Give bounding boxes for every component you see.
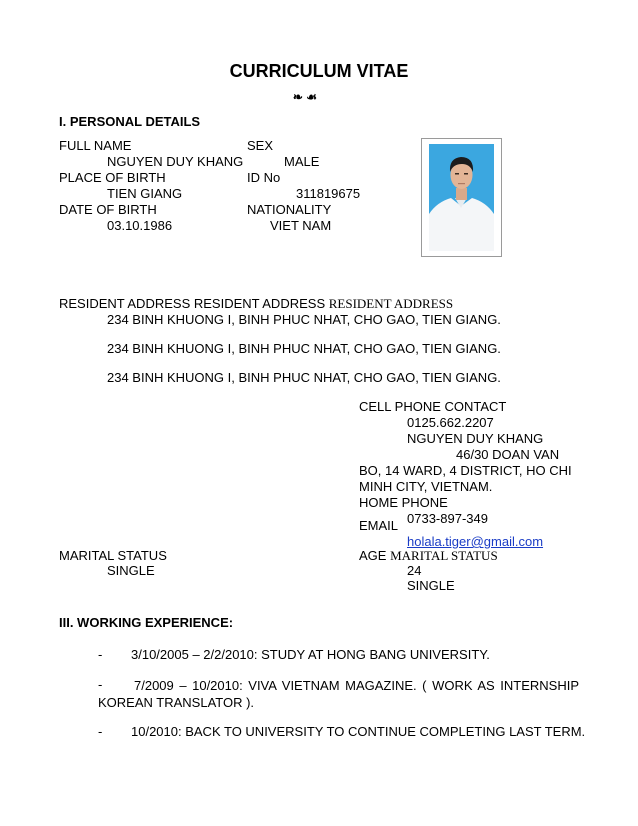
age-value: 24 (407, 563, 422, 578)
email-link[interactable]: holala.tiger@gmail.com (407, 534, 544, 549)
contact-address-part-3: MINH CITY, VIETNAM. (359, 479, 493, 494)
document-title: CURRICULUM VITAE (229, 61, 409, 81)
home-phone-label: HOME PHONE (359, 495, 448, 510)
contact-address-part-1: 46/30 DOAN VAN (456, 447, 560, 462)
nationality-value: VIET NAM (270, 218, 332, 233)
id-value: 311819675 (296, 186, 361, 201)
resident-address-line-1: 234 BINH KHUONG I, BINH PHUC NHAT, CHO GAO, TIEN GIANG. (107, 312, 501, 327)
experience-item-3: 10/2010: BACK TO UNIVERSITY TO CONTINUE COMPLETING LAST TERM. (131, 724, 586, 739)
section-experience-heading: III. WORKING EXPERIENCE: (59, 615, 234, 630)
dob-label: DATE OF BIRTH (59, 202, 157, 217)
contact-name: NGUYEN DUY KHANG (407, 431, 544, 446)
experience-bullet-3: - (98, 724, 103, 739)
id-label: ID No (247, 170, 281, 185)
nationality-label: NATIONALITY (247, 202, 332, 217)
resident-address-line-2: 234 BINH KHUONG I, BINH PHUC NHAT, CHO GAO, TIEN GIANG. (107, 341, 501, 356)
experience-item-1: 3/10/2005 – 2/2/2010: STUDY AT HONG BANG UNIVERSITY. (131, 647, 490, 662)
section-personal-heading: I. PERSONAL DETAILS (59, 114, 201, 129)
portrait-image (429, 144, 494, 251)
marital-status-label: MARITAL STATUS (59, 548, 167, 563)
sex-label: SEX (247, 138, 274, 153)
experience-bullet-1: - (98, 647, 103, 662)
full-name-label: FULL NAME (59, 138, 132, 153)
home-phone-value: 0733-897-349 (407, 511, 488, 526)
contact-address-part-2: BO, 14 WARD, 4 DISTRICT, HO CHI (359, 463, 572, 478)
full-name-value: NGUYEN DUY KHANG (107, 154, 244, 169)
resident-address-label: RESIDENT ADDRESS RESIDENT ADDRESS RESIDENT ADDRESS (59, 296, 454, 311)
marital-status-value: SINGLE (107, 563, 155, 578)
dob-value: 03.10.1986 (107, 218, 173, 233)
experience-item-2: 7/2009 – 10/2010: VIVA VIETNAM MAGAZINE. ( WORK AS INTERNSHIP KOREAN TRANSLATOR ). (98, 678, 579, 710)
cell-phone-label: CELL PHONE CONTACT (359, 399, 507, 414)
place-of-birth-value: TIEN GIANG (107, 186, 183, 201)
experience-bullet-2: - (98, 677, 103, 692)
profile-photo (421, 138, 502, 257)
cell-phone-value: 0125.662.2207 (407, 415, 494, 430)
place-of-birth-label: PLACE OF BIRTH (59, 170, 166, 185)
marital-status-value-2: SINGLE (407, 578, 455, 593)
title-ornament: ❧ ☙ (292, 90, 318, 104)
email-label: EMAIL (359, 518, 399, 533)
resident-address-line-3: 234 BINH KHUONG I, BINH PHUC NHAT, CHO GAO, TIEN GIANG. (107, 370, 501, 385)
age-label: AGE MARITAL STATUS (359, 548, 498, 563)
sex-value: MALE (284, 154, 320, 169)
